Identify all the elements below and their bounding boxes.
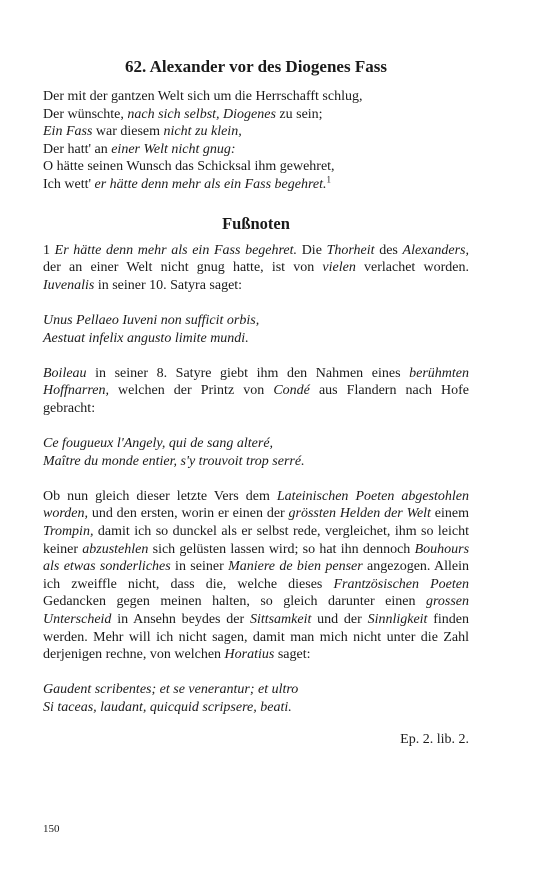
text-run: in Ansehn beydes der	[111, 612, 250, 628]
text-run: sich gelüsten lassen wird; so hat ihn dennoch	[148, 541, 415, 557]
poem-line	[43, 141, 469, 159]
footnote-paragraph	[43, 365, 469, 418]
text-run: Ich wett'	[43, 176, 95, 192]
text-run: zu sein;	[275, 106, 323, 122]
poem-title: 62. Alexander vor des Diogenes Fass	[125, 57, 387, 76]
italic-text: grossen Unterscheid	[43, 594, 469, 628]
footnote-marker[interactable]: 1	[326, 174, 332, 185]
poem-line	[43, 88, 469, 106]
italic-text: Er hätte denn mehr als ein Fass begehret.	[54, 242, 298, 258]
paragraph-gap	[43, 347, 469, 365]
italic-text: Iuvenalis	[43, 277, 95, 293]
italic-text: Thorheit	[326, 242, 375, 258]
paragraph-gap	[43, 664, 469, 682]
italic-text: vielen	[322, 260, 356, 276]
text-run: saget:	[274, 647, 311, 663]
italic-text: nach sich selbst, Diogenes	[127, 106, 276, 122]
poem-line	[43, 158, 469, 176]
footnote-paragraph	[43, 242, 469, 295]
quoted-verse	[43, 312, 469, 347]
text-run: O hätte seinen Wunsch das Schicksal ihm gewehret,	[43, 159, 335, 175]
text-run: und den ersten, worin er einen der	[87, 506, 289, 522]
text-run: damit ich so dunckel als er selbst rede, vergleichet, ihm so leicht keiner	[43, 524, 469, 557]
verse-line: Ce fougueux l'Angely, qui de sang alteré,	[43, 436, 274, 452]
text-run: Der wünschte,	[43, 106, 128, 122]
footnote-paragraph	[43, 488, 469, 664]
verse-line: Gaudent scribentes; et se venerantur; et ultro	[43, 682, 299, 698]
paragraph-gap	[43, 470, 469, 488]
italic-text: Boileau	[43, 365, 87, 381]
text-run: in seiner 10. Satyra saget:	[94, 277, 243, 293]
text-run: Ob nun gleich dieser letzte Vers dem	[43, 488, 277, 504]
text-run: Der hatt' an	[43, 141, 112, 157]
italic-text: Bouhours als etwas sonderliches	[43, 541, 470, 575]
italic-text: einer Welt nicht gnug:	[111, 141, 236, 157]
italic-text: Sinnligkeit	[367, 612, 428, 628]
poem	[43, 88, 469, 194]
italic-text: Maniere de bien penser	[228, 559, 363, 575]
italic-text: abzustehlen	[82, 541, 149, 557]
text-run: der an einer Welt nicht gnug hatte, ist von	[43, 260, 323, 276]
italic-text: Sittsamkeit	[249, 612, 312, 628]
italic-text: er hätte denn mehr als ein Fass begehret.	[94, 176, 327, 192]
verse-line: Unus Pellaeo Iuveni non sufficit orbis,	[43, 312, 260, 328]
text-run: Der mit der gantzen Welt sich um die Herrschafft schlug,	[43, 89, 363, 104]
italic-text: Frantzösischen Poeten	[333, 576, 469, 592]
text-run: welchen der Printz von	[108, 383, 274, 399]
italic-text: Lateinischen Poeten abgestohlen worden,	[43, 488, 469, 522]
poem-line	[43, 123, 469, 141]
paragraph-gap	[43, 418, 469, 436]
verse-line: Si taceas, laudant, quicquid scripsere, beati.	[43, 700, 292, 715]
footnotes-heading: Fußnoten	[222, 213, 290, 233]
page-content	[43, 56, 469, 748]
quoted-verse	[43, 681, 469, 716]
text-run: einem	[430, 506, 469, 522]
italic-text: Condé	[273, 383, 310, 399]
quoted-verse	[43, 435, 469, 470]
text-run: verlachet worden.	[355, 260, 469, 276]
italic-text: nicht zu klein,	[163, 124, 242, 140]
italic-text: Trompin,	[43, 524, 94, 540]
poem-line	[43, 106, 469, 124]
text-run: war diesem	[92, 124, 164, 140]
text-run: Die	[297, 242, 327, 258]
verse-line: Aestuat infelix angusto limite mundi.	[43, 330, 249, 346]
italic-text: grössten Helden der Welt	[288, 506, 431, 522]
text-run: des	[374, 242, 403, 258]
italic-text: Horatius	[224, 647, 275, 663]
text-run: 1	[43, 242, 55, 258]
text-run: und der	[311, 612, 368, 628]
text-run: Gedancken gegen meinen halten, so gleich darunter einen	[43, 594, 426, 610]
source-reference: Ep. 2. lib. 2.	[400, 731, 469, 747]
footnotes-body	[43, 242, 469, 717]
poem-line	[43, 176, 469, 194]
italic-text: berühmten Hoffnarren,	[43, 365, 469, 399]
page-number: 150	[43, 823, 60, 835]
text-run: in seiner	[170, 559, 229, 575]
text-run: aus Flandern nach Hofe gebracht:	[43, 383, 470, 416]
text-run: angezogen. Allein ich zweiffle nicht, dass die, welche dieses	[43, 559, 469, 592]
text-run: finden werden. Mehr will ich nicht sagen, damit man mich nicht unter die Zahl derjenigen rechne, von welchen	[43, 612, 469, 663]
italic-text: Alexanders,	[402, 242, 469, 258]
text-run: in seiner 8. Satyre giebt ihm den Nahmen eines	[86, 365, 410, 381]
paragraph-gap	[43, 294, 469, 312]
italic-text: Ein Fass	[43, 124, 93, 140]
verse-line: Maître du monde entier, s'y trouvoit trop serré.	[43, 453, 305, 469]
